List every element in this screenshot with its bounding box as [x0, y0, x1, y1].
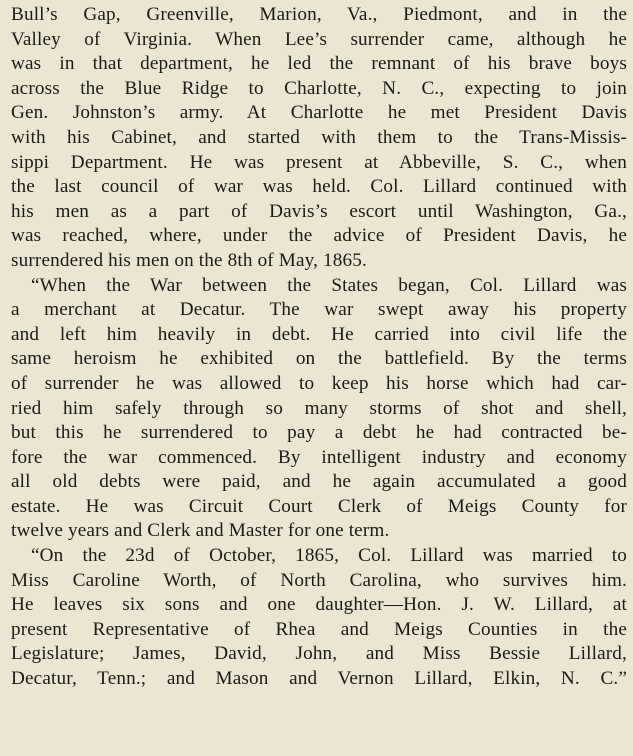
text-line: and left him heavily in debt. He carried into civil life the [11, 323, 627, 345]
text-line: was in that department, he led the remnant of his brave boys [11, 53, 627, 75]
text-line: ried him safely through so many storms of shot and shell, [11, 397, 627, 419]
paragraph-war-between-states [11, 274, 627, 545]
text-line: all old debts were paid, and he again accumulated a good [11, 471, 627, 493]
text-line: of surrender he was allowed to keep his horse which had car- [11, 372, 627, 394]
text-line: with his Cabinet, and started with them to the Trans-Missis- [11, 126, 627, 148]
text-line: fore the war commenced. By intelligent industry and economy [11, 446, 627, 468]
text-line: same heroism he exhibited on the battlefield. By the terms [11, 348, 627, 370]
text-line: Decatur, Tenn.; and Mason and Vernon Lillard, Elkin, N. C.” [11, 668, 627, 690]
text-line: Miss Caroline Worth, of North Carolina, who survives him. [11, 569, 627, 591]
text-line: He leaves six sons and one daughter—Hon. J. W. Lillard, at [11, 594, 627, 616]
text-line: twelve years and Clerk and Master for one term. [11, 520, 390, 542]
text-line: his men as a part of Davis’s escort until Washington, Ga., [11, 200, 627, 222]
text-line: was reached, where, under the advice of President Davis, he [11, 225, 627, 247]
text-line: the last council of war was held. Col. Lillard continued with [11, 176, 627, 198]
text-line: surrendered his men on the 8th of May, 1865. [11, 249, 367, 271]
text-line: but this he surrendered to pay a debt he had contracted be- [11, 422, 627, 444]
text-line: Legislature; James, David, John, and Miss Bessie Lillard, [11, 643, 627, 665]
text-line: “On the 23d of October, 1865, Col. Lillard was married to [31, 545, 627, 567]
text-line: across the Blue Ridge to Charlotte, N. C., expecting to join [11, 77, 627, 99]
text-line: a merchant at Decatur. The war swept away his property [11, 299, 627, 321]
text-line: sippi Department. He was present at Abbeville, S. C., when [11, 151, 627, 173]
text-line: Bull’s Gap, Greenville, Marion, Va., Piedmont, and in the [11, 4, 627, 25]
text-line: present Representative of Rhea and Meigs Counties in the [11, 618, 627, 640]
text-line: “When the War between the States began, Col. Lillard was [31, 274, 627, 296]
paragraph-marriage-family [11, 544, 627, 692]
paragraph-lees-surrender [11, 3, 627, 274]
text-line: estate. He was Circuit Court Clerk of Meigs County for [11, 495, 627, 517]
text-line: Gen. Johnston’s army. At Charlotte he met President Davis [11, 102, 627, 124]
text-line: Valley of Virginia. When Lee’s surrender came, although he [11, 28, 627, 50]
